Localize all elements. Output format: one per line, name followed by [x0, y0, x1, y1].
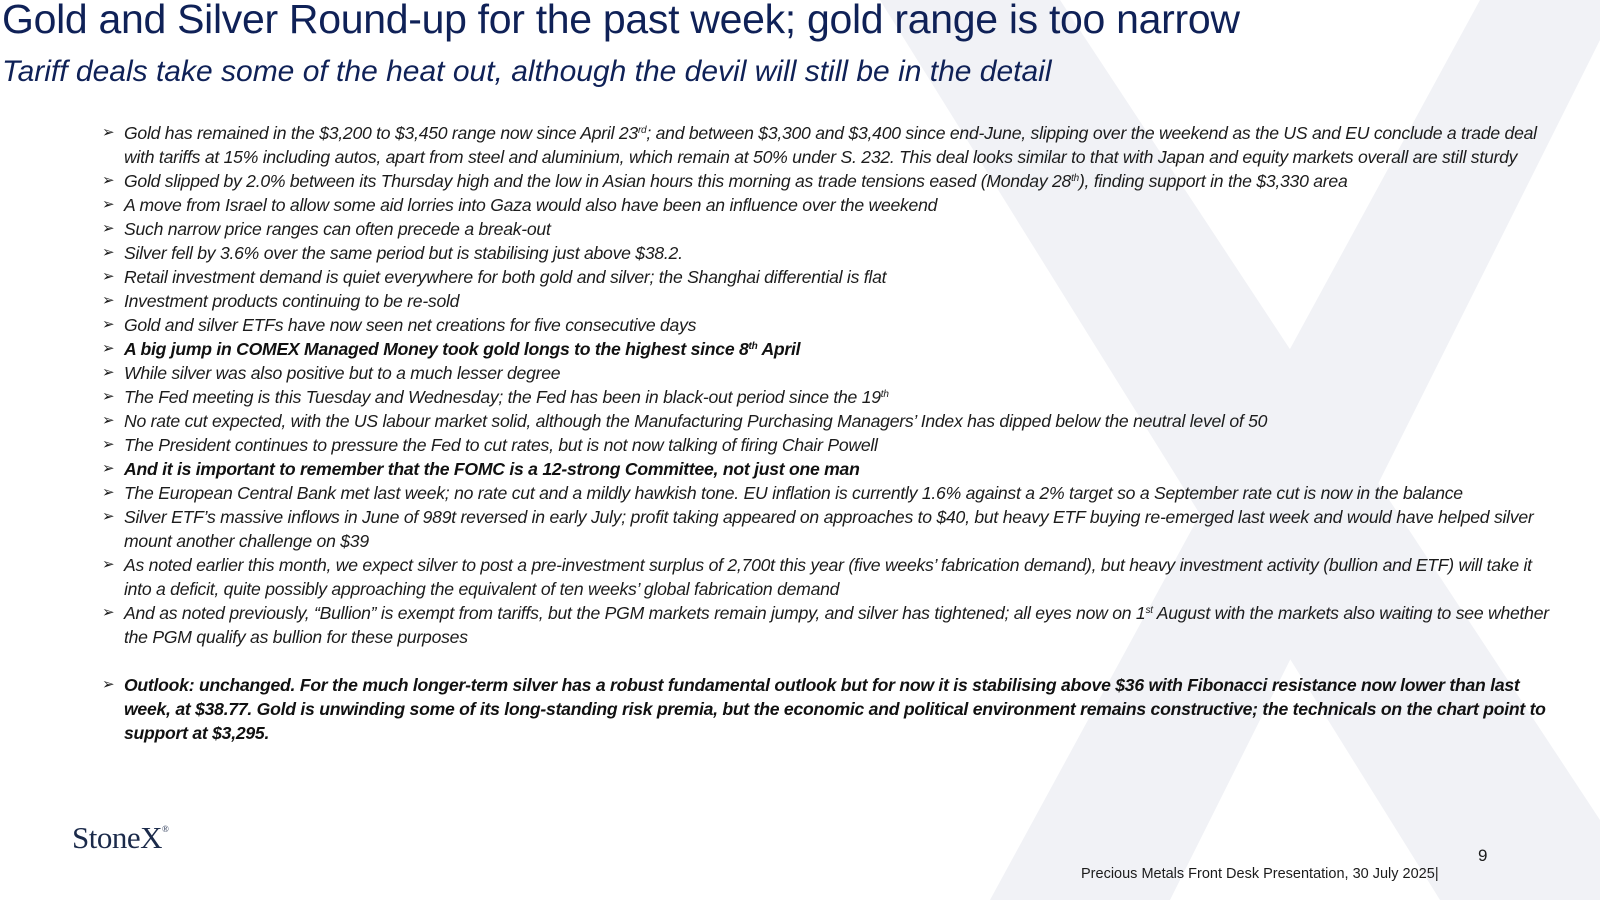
arrow-bullet-icon: ➢ [102, 172, 115, 189]
arrow-bullet-icon: ➢ [102, 388, 115, 405]
footer-presentation-title: Precious Metals Front Desk Presentation, 30 July 2025| [1081, 866, 1439, 882]
bullet-item: ➢ Gold has remained in the $3,200 to $3,450 range now since April 23rd; and between $3,300 and $3,400 since end-June, slipping over the weekend as the US and EU conclude a trade deal with tariffs at 15% including autos, apart from steel and aluminium, which remain at 50% under S. 232. This deal looks similar to that with Japan and equity markets overall are still sturdy [102, 123, 1537, 167]
bullet-item-bold: ➢ A big jump in COMEX Managed Money took gold longs to the highest since 8th April [102, 339, 801, 359]
arrow-bullet-icon: ➢ [102, 340, 115, 357]
bullet-item: ➢ Gold and silver ETFs have now seen net creations for five consecutive days [102, 315, 697, 335]
bullet-item-bold: ➢ And it is important to remember that the FOMC is a 12-strong Committee, not just one man [102, 459, 860, 479]
bullet-list [102, 121, 1552, 745]
bullet-item: ➢ Retail investment demand is quiet everywhere for both gold and silver; the Shanghai differential is flat [102, 267, 887, 287]
stonex-logo: StoneX® [72, 820, 169, 855]
arrow-bullet-icon: ➢ [102, 124, 115, 141]
bullet-item: ➢ The Fed meeting is this Tuesday and Wednesday; the Fed has been in black-out period since the 19th [102, 387, 889, 407]
bullet-item: ➢ Investment products continuing to be re-sold [102, 291, 460, 311]
arrow-bullet-icon: ➢ [102, 316, 115, 333]
arrow-bullet-icon: ➢ [102, 292, 115, 309]
slide-subtitle: Tariff deals take some of the heat out, although the devil will still be in the detail [2, 55, 1052, 88]
arrow-bullet-icon: ➢ [102, 244, 115, 261]
arrow-bullet-icon: ➢ [102, 556, 115, 573]
slide-title: Gold and Silver Round-up for the past week; gold range is too narrow [2, 0, 1240, 42]
bullet-item: ➢ The European Central Bank met last week; no rate cut and a mildly hawkish tone. EU inflation is currently 1.6% against a 2% target so a September rate cut is now in the balance [102, 483, 1463, 503]
arrow-bullet-icon: ➢ [102, 364, 115, 381]
arrow-bullet-icon: ➢ [102, 676, 115, 693]
bullet-item: ➢ A move from Israel to allow some aid lorries into Gaza would also have been an influence over the weekend [102, 195, 938, 215]
bullet-item: ➢ The President continues to pressure the Fed to cut rates, but is not now talking of firing Chair Powell [102, 435, 878, 455]
bullet-item: ➢ Silver ETF’s massive inflows in June of 989t reversed in early July; profit taking appeared on approaches to $40, but heavy ETF buying re-emerged last week and would have helped silver mount another challenge on $39 [102, 507, 1534, 551]
arrow-bullet-icon: ➢ [102, 196, 115, 213]
arrow-bullet-icon: ➢ [102, 268, 115, 285]
arrow-bullet-icon: ➢ [102, 412, 115, 429]
bullet-item: ➢ And as noted previously, “Bullion” is exempt from tariffs, but the PGM markets remain jumpy, and silver has tightened; all eyes now on 1st August with the markets also waiting to see whether the PGM qualify as bullion for these purposes [102, 603, 1549, 647]
arrow-bullet-icon: ➢ [102, 508, 115, 525]
bullet-item: ➢ No rate cut expected, with the US labour market solid, although the Manufacturing Purchasing Managers’ Index has dipped below the neutral level of 50 [102, 411, 1268, 431]
arrow-bullet-icon: ➢ [102, 484, 115, 501]
bullet-item: ➢ Such narrow price ranges can often precede a break-out [102, 219, 551, 239]
bullet-item: ➢ As noted earlier this month, we expect silver to post a pre-investment surplus of 2,700t this year (five weeks’ fabrication demand), but heavy investment activity (bullion and ETF) will take it into a deficit, quite possibly approaching the equivalent of ten weeks’ global fabrication demand [102, 555, 1532, 599]
arrow-bullet-icon: ➢ [102, 220, 115, 237]
bullet-item: ➢ Gold slipped by 2.0% between its Thursday high and the low in Asian hours this morning as trade tensions eased (Monday 28th), finding support in the $3,330 area [102, 171, 1348, 191]
bullet-item: ➢ Silver fell by 3.6% over the same period but is stabilising just above $38.2. [102, 243, 683, 263]
bullet-item: ➢ While silver was also positive but to a much lesser degree [102, 363, 561, 383]
arrow-bullet-icon: ➢ [102, 460, 115, 477]
arrow-bullet-icon: ➢ [102, 436, 115, 453]
page-number: 9 [1478, 846, 1488, 865]
arrow-bullet-icon: ➢ [102, 604, 115, 621]
outlook-bullet: ➢ Outlook: unchanged. For the much longer-term silver has a robust fundamental outlook but for now it is stabilising above $36 with Fibonacci resistance now lower than last week, at $38.77. Gold is unwinding some of its long-standing risk premia, but the economic and political environment remains constructive; the technicals on the chart point to support at $3,295. [102, 675, 1546, 743]
